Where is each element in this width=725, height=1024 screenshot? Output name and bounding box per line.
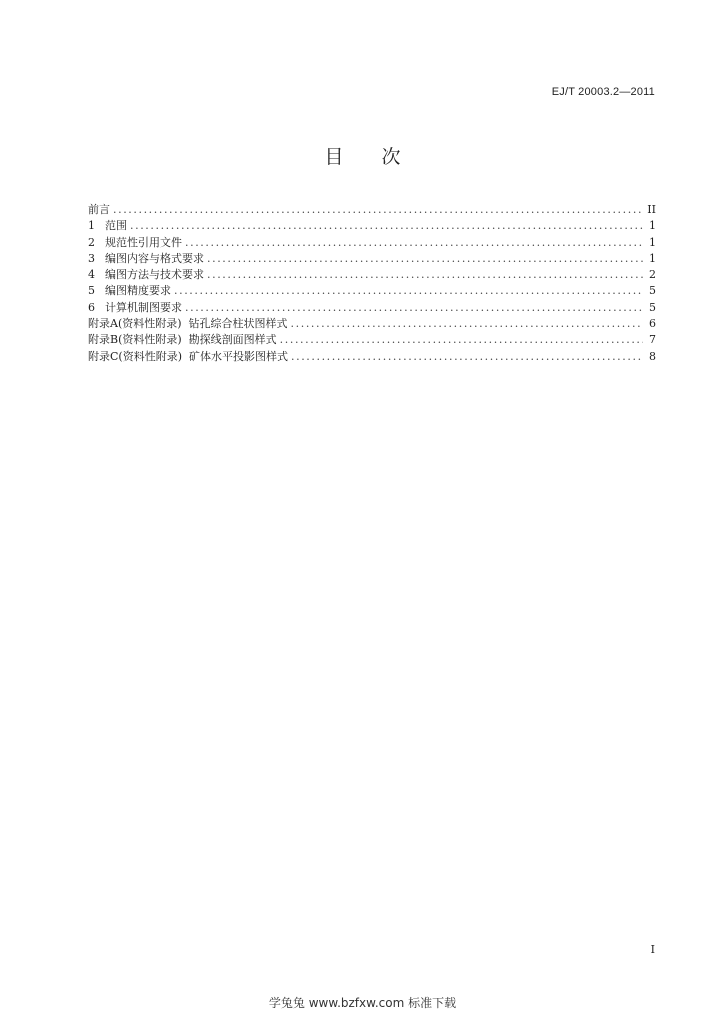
toc-entry-page: 1 (649, 219, 656, 233)
toc-entry-content-format[interactable] (88, 251, 656, 267)
toc-entry-foreword[interactable] (88, 202, 656, 218)
toc-entry-number: 6 (88, 300, 95, 314)
toc-leader-dots (185, 300, 643, 316)
toc-entry-text: 附录A(资料性附录) 钻孔综合柱状图样式 (88, 317, 288, 331)
page-number: I (650, 943, 655, 956)
toc-entry-page: 5 (649, 284, 656, 298)
toc-entry-number: 1 (88, 219, 95, 233)
toc-title: 目次 (324, 146, 439, 168)
toc-entry-methods[interactable] (88, 267, 656, 283)
footer-watermark: 学兔兔 www.bzfxw.com 标准下载 (268, 996, 457, 1010)
toc-entry-text: 附录C(资料性附录) 矿体水平投影图样式 (88, 349, 288, 363)
toc-entry-number: 5 (88, 284, 95, 298)
toc-leader-dots (130, 218, 643, 234)
toc-leader-dots (185, 235, 643, 251)
toc-leader-dots (207, 267, 643, 283)
toc-entry-appendix-b[interactable] (88, 332, 656, 348)
toc-entry-text: 范围 (105, 219, 127, 233)
toc-entry-number: 3 (88, 251, 95, 265)
toc-entry-computer-mapping[interactable] (88, 300, 656, 316)
toc-entry-normative-references[interactable] (88, 235, 656, 251)
toc-entry-page: 7 (649, 333, 656, 347)
toc-entry-accuracy[interactable] (88, 283, 656, 299)
toc-entry-text: 编图内容与格式要求 (105, 251, 204, 265)
toc-entry-page: 2 (649, 268, 656, 282)
table-of-contents (88, 202, 656, 365)
toc-entry-number: 2 (88, 235, 95, 249)
toc-entry-scope[interactable] (88, 218, 656, 234)
toc-entry-text: 编图精度要求 (105, 284, 171, 298)
toc-entry-page: II (647, 203, 656, 216)
toc-entry-text: 附录B(资料性附录) 勘探线剖面图样式 (88, 333, 277, 347)
toc-entry-number: 4 (88, 268, 95, 282)
toc-entry-text: 规范性引用文件 (105, 235, 182, 249)
toc-leader-dots (113, 202, 643, 218)
toc-leader-dots (207, 251, 643, 267)
toc-entry-page: 1 (649, 251, 656, 265)
toc-entry-text: 编图方法与技术要求 (105, 268, 204, 282)
toc-leader-dots (280, 332, 643, 348)
toc-entry-page: 5 (649, 300, 656, 314)
toc-entry-appendix-c[interactable] (88, 349, 656, 365)
toc-entry-text: 前言 (88, 203, 110, 216)
toc-leader-dots (291, 349, 643, 365)
toc-entry-text: 计算机制图要求 (105, 300, 182, 314)
toc-entry-page: 6 (649, 317, 656, 331)
toc-leader-dots (291, 316, 643, 332)
document-code: EJ/T 20003.2—2011 (551, 86, 655, 98)
toc-entry-page: 1 (649, 235, 656, 249)
toc-leader-dots (174, 283, 643, 299)
toc-entry-appendix-a[interactable] (88, 316, 656, 332)
toc-entry-page: 8 (649, 349, 656, 363)
